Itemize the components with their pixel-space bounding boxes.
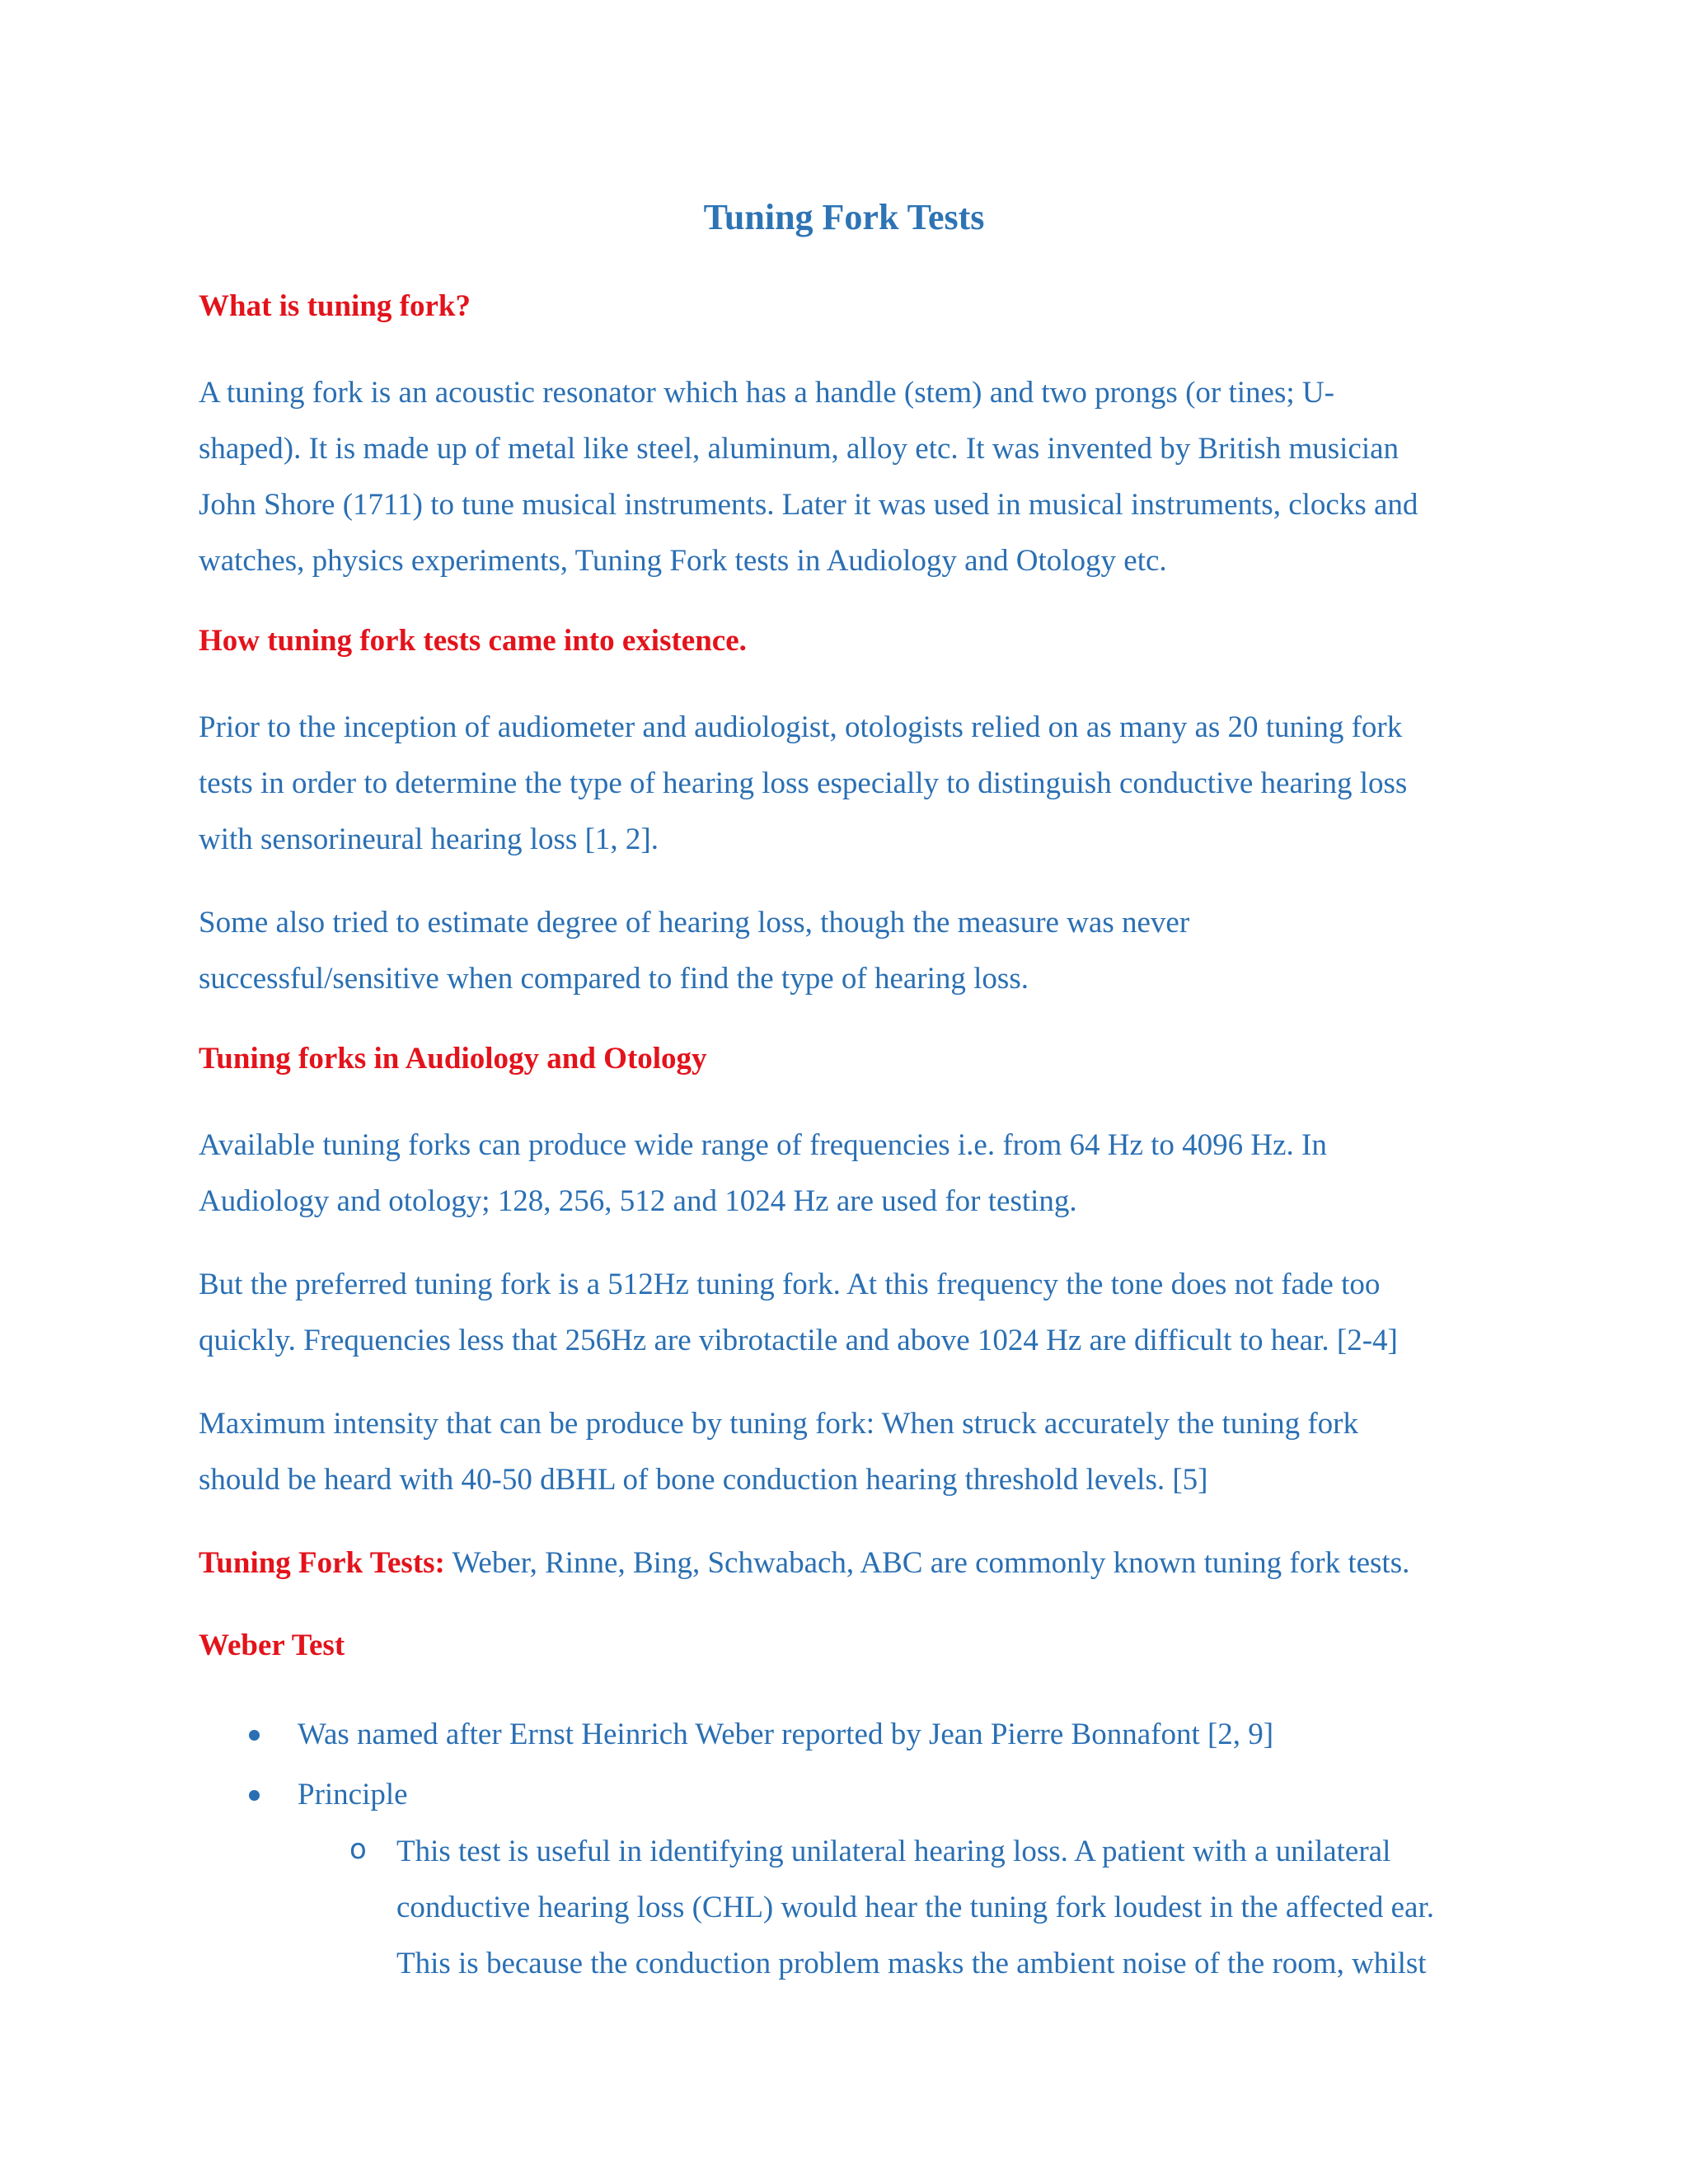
- paragraph-what-is: [199, 365, 1517, 589]
- text-line: successful/sensitive when compared to find the type of hearing loss.: [199, 962, 1029, 996]
- text-line: Prior to the inception of audiometer and audiologist, otologists relied on as many as 20 tuning fork: [199, 710, 1403, 744]
- tests-label: Tuning Fork Tests:: [199, 1546, 445, 1580]
- text-line: Some also tried to estimate degree of hearing loss, though the measure was never: [199, 906, 1190, 940]
- text-line: This test is useful in identifying unilateral hearing loss. A patient with a unilateral: [396, 1835, 1391, 1868]
- text-line: Audiology and otology; 128, 256, 512 and 1024 Hz are used for testing.: [199, 1184, 1077, 1218]
- paragraph-audiology-2: [199, 1257, 1517, 1369]
- text-line: This is because the conduction problem masks the ambient noise of the room, whilst: [396, 1947, 1427, 1980]
- bullet-icon: [249, 1790, 260, 1801]
- text-line: conductive hearing loss (CHL) would hear the tuning fork loudest in the affected ear.: [396, 1891, 1434, 1924]
- text-line: But the preferred tuning fork is a 512Hz tuning fork. At this frequency the tone does not fade too: [199, 1268, 1381, 1301]
- paragraph-existence-2: [199, 895, 1517, 1007]
- tests-line: [199, 1535, 1517, 1591]
- text-line: A tuning fork is an acoustic resonator which has a handle (stem) and two prongs (or tines; U-: [199, 376, 1334, 410]
- sub-bullet-principle-text: [396, 1824, 1550, 1992]
- text-line: quickly. Frequencies less that 256Hz are vibrotactile and above 1024 Hz are difficult to hear. [2-4]: [199, 1324, 1398, 1357]
- text-line: watches, physics experiments, Tuning Fork tests in Audiology and Otology etc.: [199, 544, 1167, 578]
- text-line: Maximum intensity that can be produce by tuning fork: When struck accurately the tuning fork: [199, 1407, 1358, 1441]
- heading-weber-test: Weber Test: [199, 1629, 345, 1662]
- paragraph-audiology-1: [199, 1118, 1517, 1230]
- sub-bullet-circle-icon: o: [349, 1833, 367, 1866]
- bullet-item-named-after: Was named after Ernst Heinrich Weber reported by Jean Pierre Bonnafont [2, 9]: [298, 1718, 1274, 1751]
- page-title: Tuning Fork Tests: [703, 197, 985, 237]
- text-line: shaped). It is made up of metal like steel, aluminum, alloy etc. It was invented by British musician: [199, 432, 1400, 466]
- paragraph-tuning-fork-tests: [199, 1535, 1517, 1591]
- bullet-icon: [249, 1730, 260, 1741]
- heading-existence: How tuning fork tests came into existence.: [199, 624, 747, 658]
- text-line: should be heard with 40-50 dBHL of bone conduction hearing threshold levels. [5]: [199, 1463, 1208, 1497]
- text-line: with sensorineural hearing loss [1, 2].: [199, 823, 659, 856]
- text-line: Available tuning forks can produce wide range of frequencies i.e. from 64 Hz to 4096 Hz. In: [199, 1128, 1327, 1162]
- bullet-item-principle: Principle: [298, 1778, 408, 1811]
- text-line: tests in order to determine the type of hearing loss especially to distinguish conductive hearing loss: [199, 766, 1408, 800]
- heading-audiology-otology: Tuning forks in Audiology and Otology: [199, 1042, 707, 1076]
- paragraph-audiology-3: [199, 1396, 1517, 1508]
- tests-text: Weber, Rinne, Bing, Schwabach, ABC are commonly known tuning fork tests.: [444, 1546, 1410, 1580]
- text-line: John Shore (1711) to tune musical instruments. Later it was used in musical instruments, clocks and: [199, 488, 1418, 522]
- heading-what-is-tuning-fork: What is tuning fork?: [199, 289, 471, 323]
- paragraph-existence-1: [199, 700, 1517, 868]
